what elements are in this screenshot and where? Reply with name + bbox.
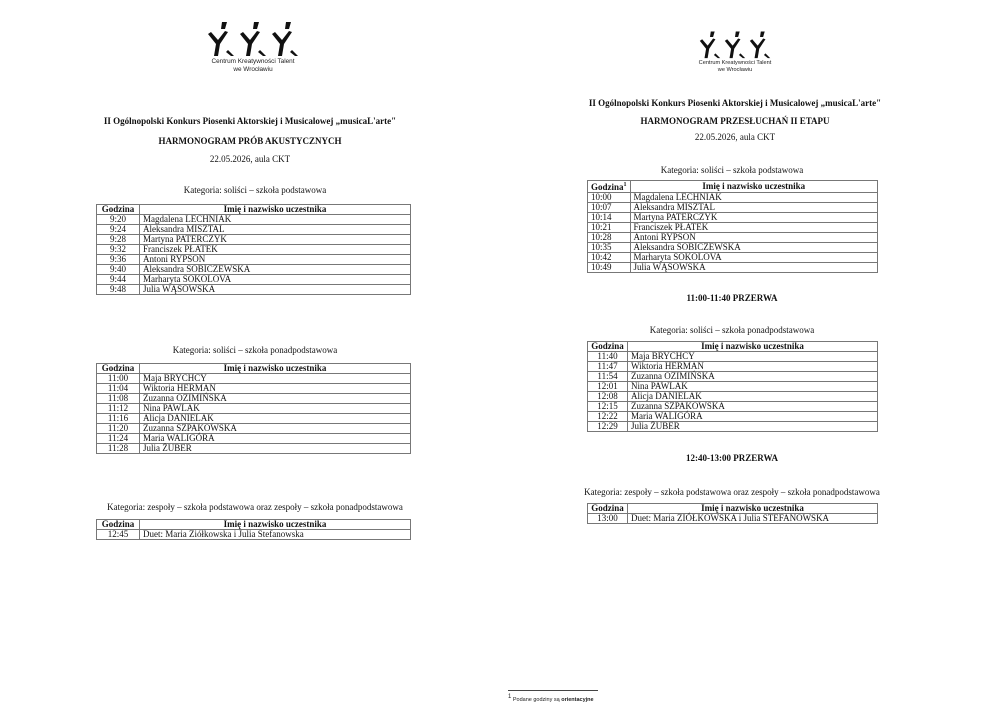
footnote [508,694,594,703]
name-cell: Julia ŻUBER [628,422,878,432]
table-header-row [588,342,878,352]
category-label: Kategoria: zespoły – szkoła podstawowa oraz zespoły – szkoła ponadpodstawowa [107,502,403,512]
table-row [588,362,878,372]
name-cell: Zuzanna OZIMIŃSKA [140,394,411,404]
name-cell: Maja BRYCHCY [140,374,411,384]
table-row [588,412,878,422]
table-row [588,203,878,213]
time-cell: 10:14 [588,213,631,223]
table-header-row [97,205,411,215]
name-cell: Aleksandra SOBICZEWSKA [140,265,411,275]
logo-text-line2: we Wrocławiu [717,67,753,73]
name-cell: Duet: Maria Ziółkowska i Julia Stefanowska [140,530,411,540]
schedule-table [587,341,878,432]
schedule-title: HARMONOGRAM PRZESŁUCHAŃ II ETAPU [640,116,830,126]
ckt-logo [178,18,328,74]
name-cell: Maja BRYCHCY [628,352,878,362]
name-cell: Zuzanna SZPAKOWSKA [628,402,878,412]
table-row [97,265,411,275]
table-header-row [588,504,878,514]
table-row [588,514,878,524]
name-cell: Nina PAWLAK [140,404,411,414]
time-cell: 10:49 [588,263,631,273]
name-cell: Magdalena LECHNIAK [630,193,877,203]
schedule-date: 22.05.2026, aula CKT [694,132,776,142]
header-time [588,181,631,193]
name-cell: Antoni RYPSON [630,233,877,243]
time-cell: 12:45 [97,530,140,540]
header-name: Imię i nazwisko uczestnika [140,364,411,374]
category-label: Kategoria: soliści – szkoła ponadpodstawowa [172,345,338,355]
time-cell: 9:28 [97,235,140,245]
time-cell: 12:22 [588,412,628,422]
name-cell: Franciszek PŁATEK [630,223,877,233]
header-time: Godzina [588,342,628,352]
time-cell: 11:00 [97,374,140,384]
footnote-number: 1 [508,694,512,700]
footnote-text: Podane godziny są [512,696,562,703]
table-row [588,263,878,273]
name-cell: Nina PAWLAK [628,382,878,392]
ckt-logo-mark-icon [692,28,778,60]
logo-text-line1: Centrum Kreatywności Talent [211,58,295,65]
time-cell: 12:01 [588,382,628,392]
schedule-table [96,363,411,454]
table-header-row [588,181,878,193]
header-time: Godzina [97,520,140,530]
name-cell: Zuzanna OZIMIŃSKA [628,372,878,382]
footnote-bold: orientacyjne [561,696,594,703]
time-cell: 9:44 [97,275,140,285]
header-time: Godzina [97,364,140,374]
table-row [97,255,411,265]
table-row [588,382,878,392]
name-cell: Julia ŻUBER [140,444,411,454]
time-cell: 11:40 [588,352,628,362]
name-cell: Marharyta SOKOLOVA [140,275,411,285]
header-name: Imię i nazwisko uczestnika [628,342,878,352]
table-row [588,213,878,223]
time-cell: 9:20 [97,215,140,225]
time-cell: 10:00 [588,193,631,203]
table-row [97,414,411,424]
name-cell: Martyna PATERCZYK [630,213,877,223]
header-name: Imię i nazwisko uczestnika [628,504,878,514]
header-name: Imię i nazwisko uczestnika [630,181,877,193]
name-cell: Julia WĄSOWSKA [140,285,411,295]
table-header-row [97,520,411,530]
table-row [97,530,411,540]
time-cell: 10:21 [588,223,631,233]
name-cell: Aleksandra MISZTAL [140,225,411,235]
header-time: Godzina [97,205,140,215]
time-cell: 11:12 [97,404,140,414]
time-cell: 12:15 [588,402,628,412]
category-label: Kategoria: soliści – szkoła podstawowa [660,165,804,175]
category-label: Kategoria: soliści – szkoła podstawowa [183,185,327,195]
table-row [97,394,411,404]
time-cell: 10:42 [588,253,631,263]
schedule-table [96,204,411,295]
table-row [97,434,411,444]
time-cell: 10:28 [588,233,631,243]
table-row [588,422,878,432]
category-label: Kategoria: soliści – szkoła ponadpodstawowa [649,325,815,335]
schedule-date: 22.05.2026, aula CKT [209,154,291,164]
time-cell: 13:00 [588,514,628,524]
time-cell: 10:35 [588,243,631,253]
time-cell: 11:16 [97,414,140,424]
table-row [97,444,411,454]
time-cell: 11:24 [97,434,140,444]
time-cell: 9:36 [97,255,140,265]
logo-text-line1: Centrum Kreatywności Talent [698,60,772,66]
break-label: 11:00-11:40 PRZERWA [686,293,778,303]
name-cell: Alicja DANIELAK [628,392,878,402]
time-cell: 9:40 [97,265,140,275]
time-cell: 11:47 [588,362,628,372]
schedule-title: HARMONOGRAM PRÓB AKUSTYCZNYCH [158,136,342,146]
table-row [588,233,878,243]
name-cell: Antoni RYPSON [140,255,411,265]
footnote-mark: 1 [623,182,627,188]
table-row [588,223,878,233]
name-cell: Martyna PATERCZYK [140,235,411,245]
time-cell: 9:48 [97,285,140,295]
time-cell: 11:20 [97,424,140,434]
header-name: Imię i nazwisko uczestnika [140,205,411,215]
time-cell: 10:07 [588,203,631,213]
ckt-logo [660,28,810,74]
table-row [588,352,878,362]
contest-title: II Ogólnopolski Konkurs Piosenki Aktorskiej i Musicalowej „musicaL'arte" [103,116,397,126]
time-cell: 12:08 [588,392,628,402]
name-cell: Aleksandra SOBICZEWSKA [630,243,877,253]
table-row [97,424,411,434]
schedule-table [587,503,878,524]
table-row [97,384,411,394]
name-cell: Julia WĄSOWSKA [630,263,877,273]
name-cell: Wiktoria HERMAN [628,362,878,372]
time-cell: 9:24 [97,225,140,235]
name-cell: Aleksandra MISZTAL [630,203,877,213]
name-cell: Wiktoria HERMAN [140,384,411,394]
table-row [588,372,878,382]
name-cell: Maria WALIGÓRA [140,434,411,444]
header-time: Godzina [588,504,628,514]
name-cell: Maria WALIGÓRA [628,412,878,422]
table-row [97,225,411,235]
table-row [97,245,411,255]
schedule-table [96,519,411,540]
table-row [588,402,878,412]
ckt-logo-mark-icon [198,18,308,58]
name-cell: Zuzanna SZPAKOWSKA [140,424,411,434]
table-row [588,193,878,203]
header-time-label: Godzina [591,182,624,192]
table-row [588,392,878,402]
table-row [97,275,411,285]
footnote-rule [508,690,598,691]
break-label: 12:40-13:00 PRZERWA [686,453,778,463]
name-cell: Marharyta SOKOLOVA [630,253,877,263]
table-row [97,404,411,414]
time-cell: 11:28 [97,444,140,454]
time-cell: 9:32 [97,245,140,255]
time-cell: 11:54 [588,372,628,382]
name-cell: Franciszek PŁATEK [140,245,411,255]
table-header-row [97,364,411,374]
table-row [97,215,411,225]
time-cell: 11:08 [97,394,140,404]
name-cell: Alicja DANIELAK [140,414,411,424]
contest-title: II Ogólnopolski Konkurs Piosenki Aktorskiej i Musicalowej „musicaL'arte" [588,98,882,108]
time-cell: 11:04 [97,384,140,394]
category-label: Kategoria: zespoły – szkoła podstawowa oraz zespoły – szkoła ponadpodstawowa [584,487,880,497]
time-cell: 12:29 [588,422,628,432]
schedule-table [587,180,878,273]
table-row [97,285,411,295]
table-row [588,253,878,263]
header-name: Imię i nazwisko uczestnika [140,520,411,530]
table-row [97,235,411,245]
table-row [97,374,411,384]
name-cell: Duet: Maria ZIÓŁKOWSKA i Julia STEFANOWSKA [628,514,878,524]
logo-text-line2: we Wrocławiu [233,66,273,73]
table-row [588,243,878,253]
name-cell: Magdalena LECHNIAK [140,215,411,225]
